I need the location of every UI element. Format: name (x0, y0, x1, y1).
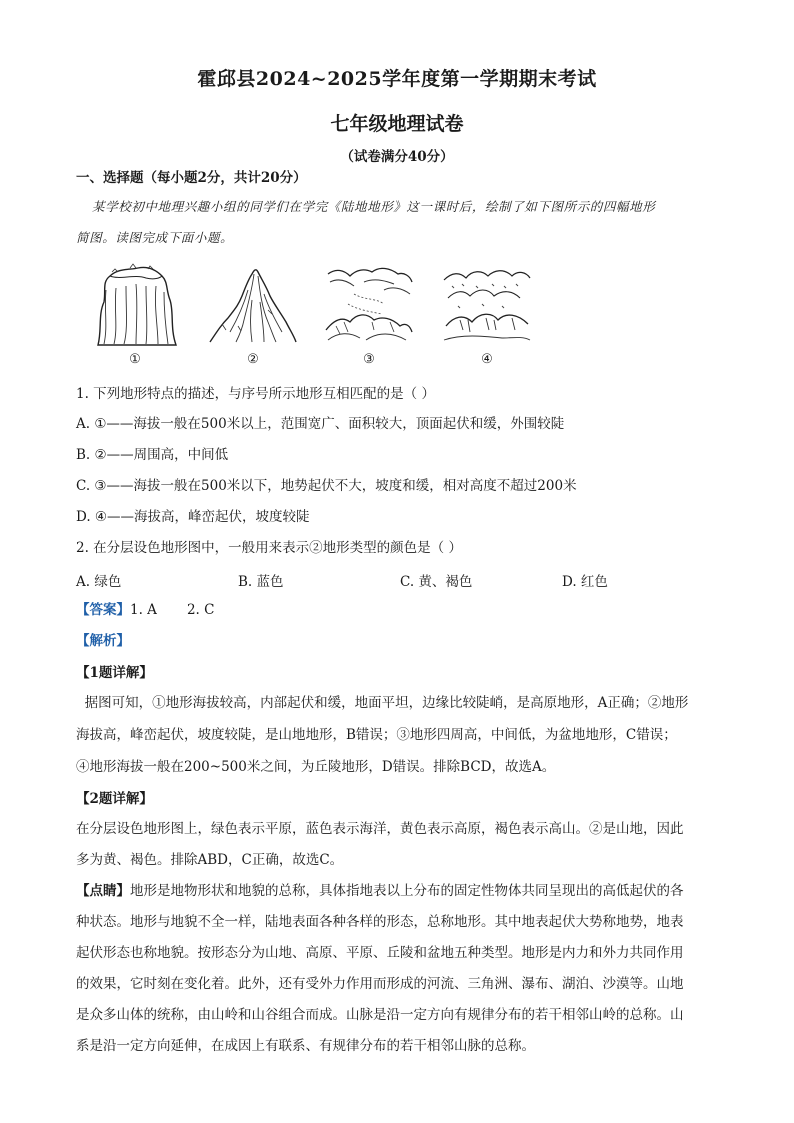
tip-text-1: 地形是地物形状和地貌的总称，具体指地表以上分布的固定性物体共同呈现出的高低起伏的各 (130, 883, 684, 899)
q2-option-d: D. 红色 (562, 574, 608, 590)
q2-option-b: B. 蓝色 (238, 574, 284, 590)
tip-line-1 (76, 882, 684, 900)
q1-option-a: A. ①——海拔一般在500米以上，范围宽广、面积较大，顶面起伏和缓，外围较陡 (76, 416, 565, 432)
tip-label: 【点睛】 (76, 883, 130, 899)
exam-title: 霍邱县2024~2025学年度第一学期期末考试 (197, 68, 597, 90)
analysis-label: 【解析】 (76, 633, 130, 649)
q2-option-c: C. 黄、褐色 (400, 574, 473, 590)
q2-detail-line-2: 多为黄、褐色。排除ABD，C正确，故选C。 (76, 852, 344, 868)
tip-line-4: 的效果，它时刻在变化着。此外，还有受外力作用而形成的河流、三角洲、瀑布、湖泊、沙漠等。山地 (76, 976, 684, 992)
basin-sketch (324, 260, 414, 370)
answer-value: 1. A 2. C (130, 602, 215, 618)
q1-detail-line-2: 海拔高，峰峦起伏，坡度较陡，是山地地形，B错误；③地形四周高，中间低，为盆地地形，C错误； (76, 727, 677, 743)
tip-line-2: 种状态。地形与地貌不全一样，陆地表面各种各样的形态，总称地形。其中地表起伏大势称地势，地表 (76, 914, 684, 930)
plateau-sketch (90, 260, 180, 370)
q1-detail-line-3: ④地形海拔一般在200~500米之间，为丘陵地形，D错误。排除BCD，故选A。 (76, 759, 556, 775)
q1-option-d: D. ④——海拔高，峰峦起伏，坡度较陡 (76, 509, 310, 525)
q2-detail-label: 【2题详解】 (76, 791, 153, 807)
landform-figures (90, 260, 550, 370)
hills-sketch (442, 260, 532, 370)
mountain-sketch (208, 260, 298, 370)
answer-line (76, 601, 214, 619)
q1-detail-line-1: 据图可知，①地形海拔较高，内部起伏和缓，地面平坦，边缘比较陡峭，是高原地形，A正确；②地形 (76, 695, 689, 711)
q1-option-c: C. ③——海拔一般在500米以下，地势起伏不大，坡度和缓，相对高度不超过200米 (76, 478, 577, 494)
intro-line-1: 某学校初中地理兴趣小组的同学们在学完《陆地地形》这一课时后，绘制了如下图所示的四幅地形 (92, 199, 656, 214)
exam-subtitle: 七年级地理试卷 (330, 113, 464, 135)
score-note: （试卷满分40分） (340, 149, 454, 165)
figure-label-1: ① (129, 352, 141, 367)
figure-label-4: ④ (481, 352, 493, 367)
figure-label-2: ② (247, 352, 259, 367)
q1-stem: 1. 下列地形特点的描述，与序号所示地形互相匹配的是（ ） (76, 386, 435, 402)
q2-detail-line-1: 在分层设色地形图上，绿色表示平原，蓝色表示海洋，黄色表示高原，褐色表示高山。②是山地，因此 (76, 821, 684, 837)
figure-label-3: ③ (363, 352, 375, 367)
intro-line-2: 简图。读图完成下面小题。 (76, 230, 234, 245)
q1-detail-label: 【1题详解】 (76, 665, 153, 681)
section-heading: 一、选择题（每小题2分，共计20分） (76, 170, 307, 186)
q2-option-a: A. 绿色 (76, 574, 122, 590)
tip-line-3: 起伏形态也称地貌。按形态分为山地、高原、平原、丘陵和盆地五种类型。地形是内力和外力共同作用 (76, 945, 684, 961)
tip-line-5: 是众多山体的统称，由山岭和山谷组合而成。山脉是沿一定方向有规律分布的若干相邻山岭的总称。山 (76, 1007, 684, 1023)
q1-option-b: B. ②——周围高，中间低 (76, 447, 229, 463)
q2-stem: 2. 在分层设色地形图中，一般用来表示②地形类型的颜色是（ ） (76, 540, 462, 556)
tip-line-6: 系是沿一定方向延伸，在成因上有联系、有规律分布的若干相邻山脉的总称。 (76, 1038, 535, 1054)
answer-label: 【答案】 (76, 602, 130, 618)
